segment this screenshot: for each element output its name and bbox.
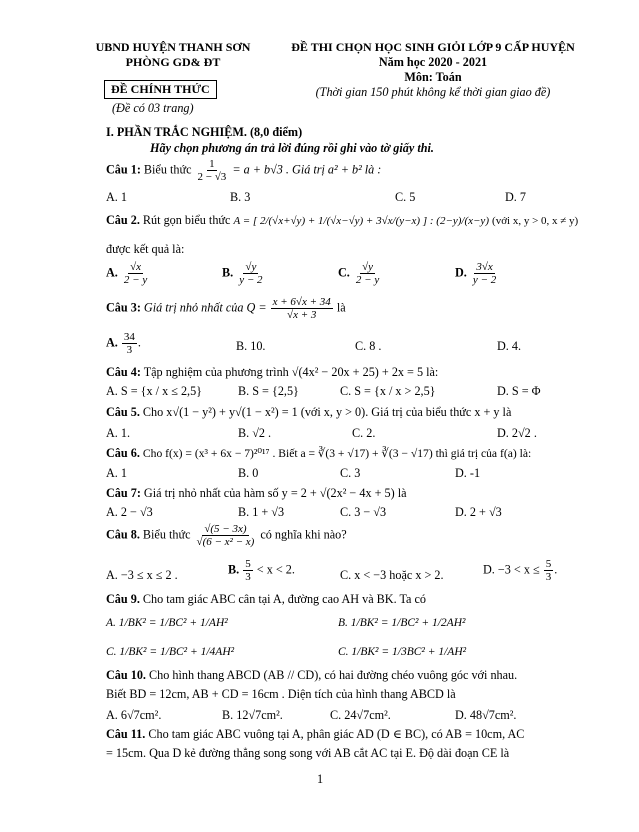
page-number: 1: [316, 772, 324, 786]
exam-year: Năm học 2020 - 2021: [378, 55, 488, 69]
q1-label: Câu 1:: [106, 162, 141, 177]
q10-option-b[interactable]: B. 12√7cm².: [222, 708, 283, 722]
exam-duration: (Thời gian 150 phút không kể thời gian giao đề): [315, 85, 551, 99]
q10-option-a[interactable]: A. 6√7cm².: [106, 708, 162, 722]
q2-label: Câu 2.: [106, 213, 140, 227]
q9-option-b[interactable]: B. 1/BK² = 1/BC² + 1/2AH²: [338, 617, 466, 629]
q1-fraction: $\frac{1}{2 - √3}$: [197, 158, 227, 184]
q4-option-d[interactable]: D. S = Φ: [497, 384, 541, 398]
question-1: [106, 158, 381, 183]
question-2: [106, 213, 578, 228]
q10-option-c[interactable]: C. 24√7cm².: [330, 708, 391, 722]
q3-fraction: $\frac{x + 6√x + 34}{√x + 3}$: [272, 296, 331, 322]
q6-option-c[interactable]: C. 3: [340, 466, 361, 480]
q1-option-c[interactable]: C. 5: [395, 190, 416, 204]
q10-label: Câu 10.: [106, 668, 146, 682]
section-title: I. PHẦN TRẮC NGHIỆM. (8,0 điểm): [106, 125, 303, 139]
q5-option-a[interactable]: A. 1.: [106, 426, 131, 440]
q4-label: Câu 4:: [106, 365, 141, 379]
q6-option-d[interactable]: D. -1: [455, 466, 481, 480]
exam-title: ĐỀ THI CHỌN HỌC SINH GIỎI LỚP 9 CẤP HUYỆN: [291, 40, 575, 54]
q9-text: Cho tam giác ABC cân tại A, đường cao AH và BK. Ta có: [142, 592, 427, 606]
q8-text: Biểu thức: [142, 527, 191, 542]
q7-label: Câu 7:: [106, 486, 141, 500]
q7-option-c[interactable]: C. 3 − √3: [340, 505, 387, 519]
question-10: [106, 668, 517, 683]
question-7: [106, 486, 407, 501]
q9-option-a[interactable]: A. 1/BK² = 1/BC² + 1/AH²: [106, 617, 228, 629]
q4-option-b[interactable]: B. S = {2,5}: [238, 384, 299, 398]
q11-text1: Cho tam giác ABC vuông tại A, phân giác AD (D ∈ BC), có AB = 10cm, AC: [148, 727, 525, 741]
q3-label: Câu 3:: [106, 300, 141, 315]
q9-label: Câu 9.: [106, 592, 140, 606]
question-4: [106, 365, 438, 380]
question-3: [106, 296, 346, 321]
q6-option-b[interactable]: B. 0: [238, 466, 259, 480]
q8-option-d[interactable]: D. −3 < x ≤ $\frac{5}{3}$ .: [483, 558, 558, 584]
q5-option-b[interactable]: B. √2 .: [238, 426, 272, 440]
q2-option-c[interactable]: C. $\frac{√y}{2 - y}$: [338, 261, 380, 287]
q7-option-a[interactable]: A. 2 − √3: [106, 505, 153, 519]
q6-label: Câu 6.: [106, 446, 140, 460]
q2-option-b[interactable]: B. $\frac{√y}{y - 2}$: [222, 261, 263, 287]
q7-option-d[interactable]: D. 2 + √3: [455, 505, 502, 519]
q8-option-a[interactable]: A. −3 ≤ x ≤ 2 .: [106, 568, 178, 582]
pages-note: (Đề có 03 trang): [112, 101, 194, 115]
question-5: [106, 405, 511, 420]
q3-text-post: là: [336, 300, 346, 315]
q6-text: Cho f(x) = (x³ + 6x − 7)²⁰¹⁷ . Biết a = ∛(3 + √17) + ∛(3 − √17) thì giá trị của f(a) là:: [142, 447, 532, 460]
q5-option-c[interactable]: C. 2.: [352, 426, 376, 440]
q3-text: Giá trị nhỏ nhất của Q =: [143, 300, 267, 315]
org-line2: PHÒNG GD& ĐT: [125, 55, 221, 69]
q10-text1: Cho hình thang ABCD (AB // CD), có hai đường chéo vuông góc với nhau.: [149, 668, 518, 682]
q1-option-d[interactable]: D. 7: [505, 190, 526, 204]
q9-option-d[interactable]: C. 1/BK² = 1/3BC² + 1/AH²: [338, 646, 467, 658]
q1-option-a[interactable]: A. 1: [106, 190, 127, 204]
q8-option-b[interactable]: B. $\frac{5}{3}$ < x < 2.: [228, 558, 295, 584]
q10-text2: Biết BD = 12cm, AB + CD = 16cm . Diện tích của hình thang ABCD là: [106, 687, 456, 701]
question-8: [106, 523, 347, 548]
q3-option-d[interactable]: D. 4.: [497, 339, 522, 353]
q7-option-b[interactable]: B. 1 + √3: [238, 505, 285, 519]
q11-text2: = 15cm. Qua D kẻ đường thẳng song song với AB cắt AC tại E. Độ dài đoạn CE là: [106, 746, 510, 760]
q11-label: Câu 11.: [106, 727, 146, 741]
q5-text: Cho x√(1 − y²) + y√(1 − x²) = 1 (với x, y > 0). Giá trị của biểu thức x + y là: [142, 405, 512, 419]
q3-option-c[interactable]: C. 8 .: [355, 339, 382, 353]
q6-option-a[interactable]: A. 1: [106, 466, 127, 480]
q8-option-c[interactable]: C. x < −3 hoặc x > 2.: [340, 568, 444, 582]
question-9: [106, 592, 426, 607]
q2-text: Rút gọn biểu thức: [142, 213, 231, 227]
exam-subject: Môn: Toán: [404, 70, 462, 84]
q4-option-a[interactable]: A. S = {x / x ≤ 2,5}: [106, 384, 203, 398]
q3-option-a[interactable]: A. $\frac{34}{3}$ .: [106, 331, 141, 357]
q2-option-d[interactable]: D. $\frac{3√x}{y - 2}$: [455, 261, 497, 287]
q5-label: Câu 5.: [106, 405, 140, 419]
official-badge: ĐỀ CHÍNH THỨC: [104, 80, 217, 99]
org-line1: UBND HUYỆN THANH SƠN: [95, 40, 251, 54]
question-11: [106, 727, 524, 742]
q5-option-d[interactable]: D. 2√2 .: [497, 426, 537, 440]
section-instruction: Hãy chọn phương án trả lời đúng rồi ghi vào tờ giấy thi.: [150, 141, 434, 155]
q2-condition: (với x, y > 0, x ≠ y): [492, 215, 579, 227]
q7-text: Giá trị nhỏ nhất của hàm số y = 2 + √(2x² − 4x + 5) là: [143, 486, 407, 500]
q8-text-post: có nghĩa khi nào?: [260, 527, 347, 542]
question-6: [106, 446, 531, 461]
q8-label: Câu 8.: [106, 527, 140, 542]
q2-result-text: được kết quả là:: [106, 242, 185, 256]
q8-fraction: $\frac{√(5 - 3x)}{\text{√(6 − x² − x)}}$: [196, 523, 255, 549]
q4-option-c[interactable]: C. S = {x / x > 2,5}: [340, 384, 436, 398]
q2-expression: A = [ 2/(√x+√y) + 1/(√x−√y) + 3√x/(y−x) ] : (2−y)/(x−y): [233, 215, 489, 227]
q3-option-b[interactable]: B. 10.: [236, 339, 266, 353]
q4-text: Tập nghiệm của phương trình √(4x² − 20x + 25) + 2x = 5 là:: [143, 365, 439, 379]
q10-option-d[interactable]: D. 48√7cm².: [455, 708, 517, 722]
q9-option-c[interactable]: C. 1/BK² = 1/BC² + 1/4AH²: [106, 646, 235, 658]
q1-text: Biểu thức: [143, 162, 192, 177]
q1-text-mid: = a + b√3 . Giá trị a² + b² là :: [232, 162, 382, 177]
q2-option-a[interactable]: A. $\frac{√x}{2 - y}$: [106, 261, 148, 287]
q1-option-b[interactable]: B. 3: [230, 190, 251, 204]
